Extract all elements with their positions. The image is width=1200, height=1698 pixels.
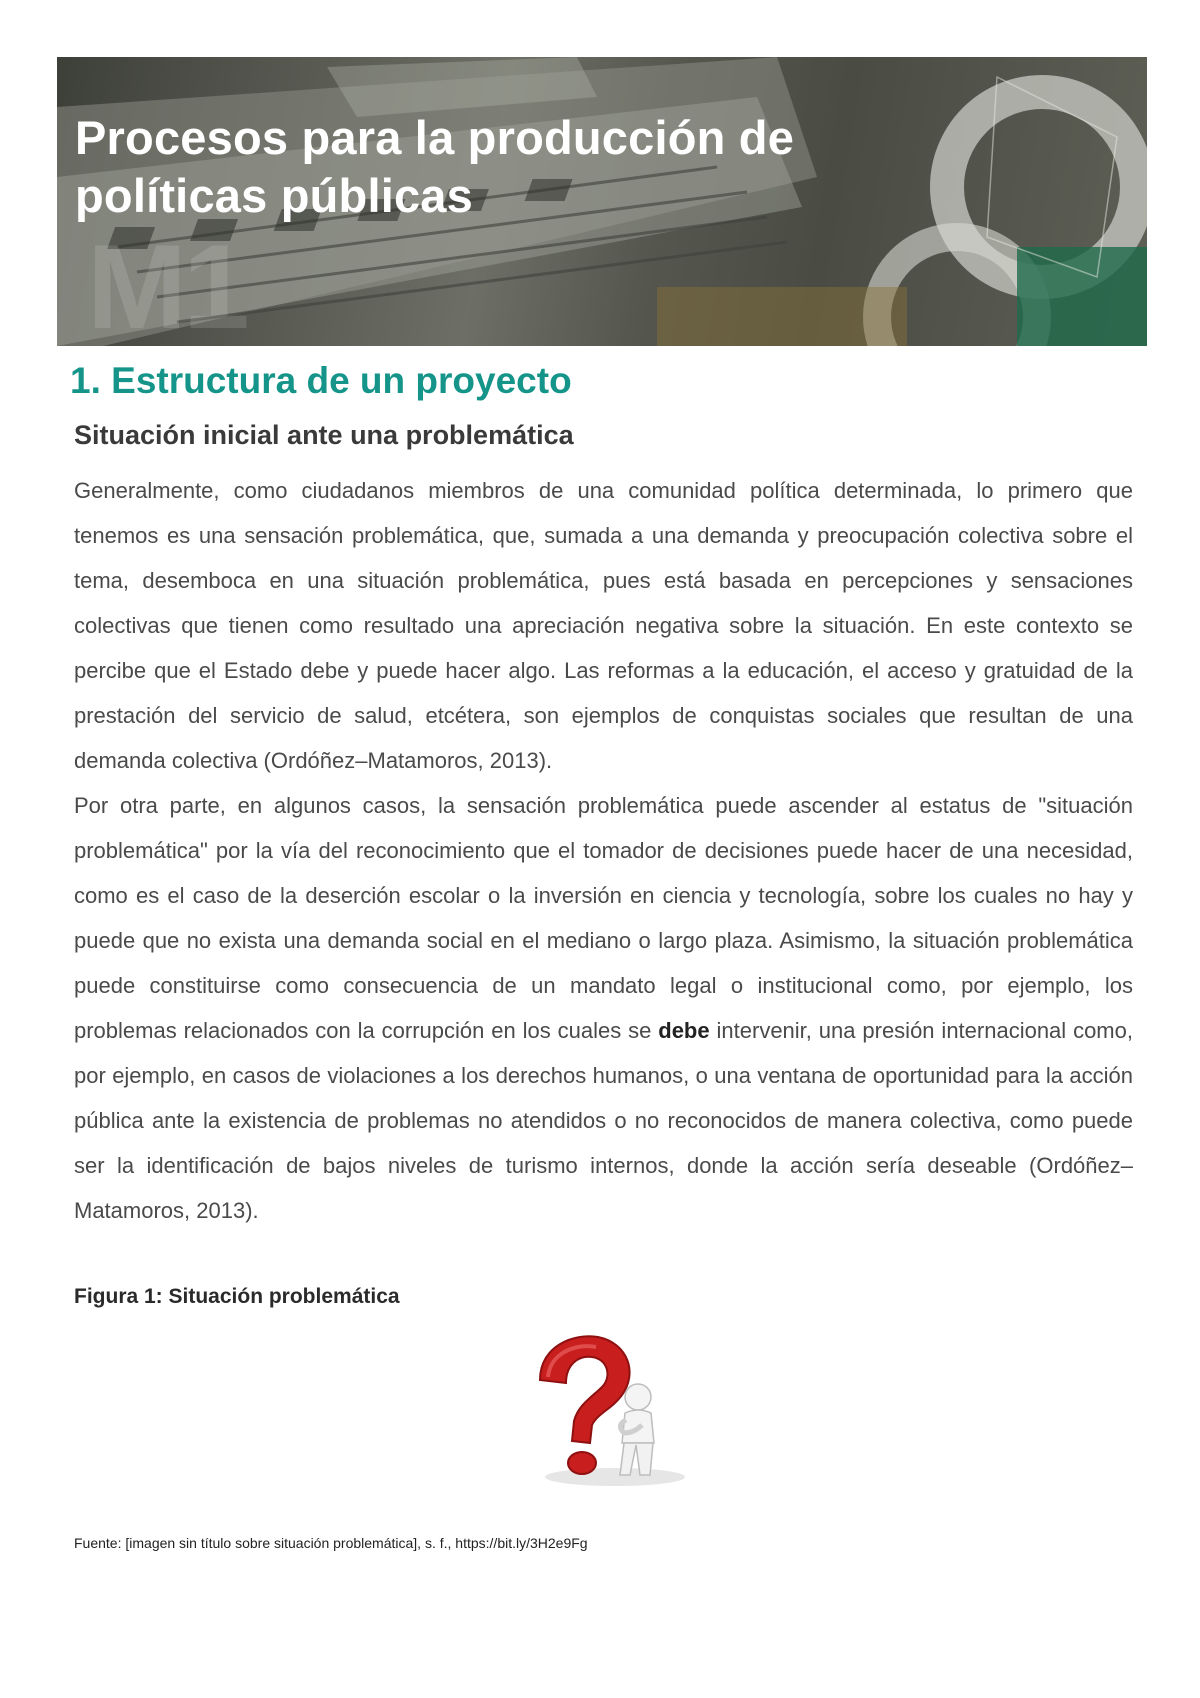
section-title: 1. Estructura de un proyecto <box>70 360 572 401</box>
page-title-line-1: Procesos para la producción de <box>75 111 795 164</box>
figure-source: Fuente: [imagen sin título sobre situación problemática], s. f., https://bit.ly/3H2e9Fg <box>74 1535 588 1551</box>
page-title <box>75 109 794 225</box>
subsection-title: Situación inicial ante una problemática <box>74 420 574 450</box>
header-banner <box>57 57 1147 346</box>
paragraph-2-start: Por otra parte, en algunos casos, la sensación problemática puede ascender al estatus de "situación problemática" por la vía del reconocimiento que el tomador de decisiones puede hacer de una necesidad, como es el caso de la deserción escolar o la inversión en ciencia y tecnología, sobre los cuales no hay y puede que no exista una demanda social en el mediano o largo plaza. Asimismo, la situación problemática puede constituirse como consecuencia de un mandato legal o institucional como, por ejemplo, los problemas relacionados con la corrupción en los cuales se <box>74 793 1133 1043</box>
body-text <box>74 468 1133 1233</box>
paragraph-2 <box>74 783 1133 1233</box>
paragraph-1: Generalmente, como ciudadanos miembros de una comunidad política determinada, lo primero que tenemos es una sensación problemática, que, sumada a una demanda y preocupación colectiva sobre el tema, desemboca en una situación problemática, pues está basada en percepciones y sensaciones colectivas que tienen como resultado una apreciación negativa sobre la situación. En este contexto se percibe que el Estado debe y puede hacer algo. Las reformas a la educación, el acceso y gratuidad de la prestación del servicio de salud, etcétera, son ejemplos de conquistas sociales que resultan de una demanda colectiva (Ordóñez–Matamoros, 2013). <box>74 478 1133 773</box>
page-title-line-2: políticas públicas <box>75 169 473 222</box>
paragraph-2-end: intervenir, una presión internacional como, por ejemplo, en casos de violaciones a los derechos humanos, o una ventana de oportunidad para la acción pública ante la existencia de problemas no atendidos o no reconocidos de manera colectiva, como puede ser la identificación de bajos niveles de turismo internos, donde la acción sería deseable (Ordóñez–Matamoros, 2013). <box>74 1018 1133 1223</box>
emphasis-debe: debe <box>658 1018 710 1043</box>
question-mark-figure-icon <box>520 1325 690 1490</box>
figure-caption: Figura 1: Situación problemática <box>74 1285 400 1308</box>
module-watermark: M1 <box>87 220 246 346</box>
